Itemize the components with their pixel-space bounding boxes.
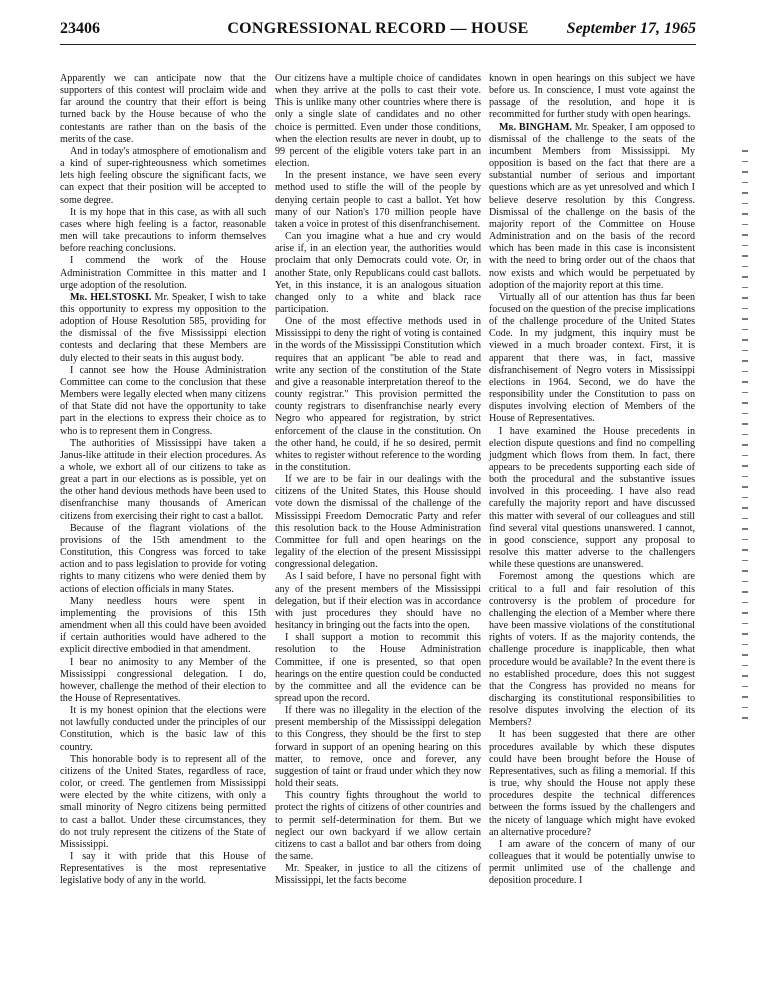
margin-tick [742,675,748,677]
paragraph [60,207,266,256]
paragraph-text: Our citizens have a multiple choice of candidates when they arrive at the polls to cast their vote. This is unlike many other countries where there is only a single slate of candidates and no other choice is permitted. Even under those conditions, when the election results are never in doubt, up to 99 percent of the eligible voters take part in an election. [275,73,481,170]
margin-tick [742,402,748,404]
margin-tick [742,560,748,562]
margin-tick [742,591,748,593]
margin-tick [742,371,748,373]
paragraph-text: Foremost among the questions which are critical to a full and fair resolution of this controversy is the problem of procedure for challenging the election of a Member where there have been massive violations of the constitutional rights of voters. If as the majority contends, the challenge procedure is inapplicable, then what procedure would be available? In the event there is no established procedure, does this not suggest that the Congress has provided no means for discharging its constitutional responsibilities to resolve disputes involving the election of its Members? [489,571,695,729]
margin-tick [742,602,748,604]
margin-tick [742,665,748,667]
margin-tick [742,476,748,478]
paragraph-text: Mr. Speaker, I wish to take this opportunity to express my opposition to the adoption of House Resolution 585, providing for the dismissal of the five Mississippi election contests and declaring that these Members are duly elected to their seats in this august body. [60,291,266,364]
margin-tick [742,654,748,656]
paragraph [275,632,481,705]
paragraph [275,231,481,316]
margin-tick [742,381,748,383]
paragraph [60,365,266,438]
margin-tick [742,434,748,436]
paragraph [275,474,481,571]
paragraph-text: If we are to be fair in our dealings with the citizens of the United States, this House should vote down the dismissal of the challenge of the Mississippi Freedom Democratic Party and refer this resolution back to the House Administration Committee for full and open hearings on the legality of the election of the present Mississippi congressional delegation. [275,474,481,571]
margin-tick [742,182,748,184]
paragraph [60,146,266,207]
margin-tick [742,518,748,520]
margin-tick [742,339,748,341]
paragraph-text: Many needless hours were spent in implementing the provisions of this 15th amendment when all this could have been avoided if certain authorities would have adhered to the explicit directive embodied in that amendment. [60,595,266,656]
paragraph [60,292,266,365]
margin-tick [742,486,748,488]
margin-tick [742,308,748,310]
paragraph [60,255,266,291]
margin-tick [742,213,748,215]
paragraph [489,122,695,292]
margin-tick [742,644,748,646]
text-column-2 [275,73,481,887]
paragraph-text: Virtually all of our attention has thus far been focused on the question of the precise implications of the challenge procedure of the United States Code. In my judgment, this inquiry must be viewed in a much broader context. First, it is apparent that there was, in fact, massive disfranchisement of Negro voters in Mississippi elections in 1964. Second, we do have the responsibility under the Constitution to pass on disputes involving election of Members of the House of Representatives. [489,291,695,425]
paragraph [60,73,266,146]
paragraph-text: I am aware of the concern of many of our colleagues that it would be potentially unwise to permit unlimited use of the challenge and deposition procedure. I [489,838,695,887]
paragraph-text: It is my hope that in this case, as with all such cases where high feeling is a factor, reasonable men will take precautions to inform themselves before reaching conclusions. [60,206,266,255]
margin-tick [742,717,748,719]
paragraph-text: It has been suggested that there are other procedures available by which these disputes could have been brought before the House of Representatives, such as filing a memorial. If this is true, why should the House not apply these procedures despite the technical differences between the forms issued by the challengers and the nicety of language which might have evoked an alternative procedure? [489,729,695,838]
margin-tick [742,287,748,289]
paragraph-text: I shall support a motion to recommit this resolution to the House Administration Committee, if one is presented, so that open hearings on the entire question could be conducted by the committee and all the evidence can be spread upon the record. [275,632,481,704]
margin-tick [742,318,748,320]
margin-tick [742,360,748,362]
margin-tick [742,707,748,709]
paragraph-text: It is my honest opinion that the elections were not lawfully conducted under the principles of our Constitution, which is the basic law of this country. [60,705,266,753]
paragraph [489,839,695,888]
margin-tick [742,539,748,541]
margin-tick [742,203,748,205]
paragraph [489,292,695,426]
margin-tick [742,507,748,509]
paragraph-text: This honorable body is to represent all of the citizens of the United States, regardless of race, color, or creed. The gentlemen from Mississippi were elected by the white citizens, with only a small minority of Negro citizens being permitted to cast a ballot. Under these circumstances, they do not truly represent the citizens of the State of Mississippi. [60,753,266,850]
paragraph [60,596,266,657]
paragraph [60,438,266,523]
text-column-3 [489,73,695,887]
margin-tick [742,633,748,635]
margin-tick [742,329,748,331]
page-header [60,20,696,45]
margin-tick [742,245,748,247]
paragraph-text: Mr. Speaker, I am opposed to dismissal of the challenge to the seats of the incumbent Members from Mississippi. My opposition is based on the fact that there are a substantial number of serious and important questions which are as yet unresolved and which I believe deserve resolution by this Congress. Dismissal of the challenge on the basis of the majority report of the Committee on House Administration and on the basis of the record which has been made in this case is inconsistent with the need to bring order out of the chaos that now exists and which would be perpetuated by adoption of the majority report at this time. [489,121,696,291]
paragraph [60,705,266,754]
paragraph [489,426,695,572]
paragraph [275,571,481,632]
paragraph-text: The authorities of Mississippi have taken a Janus-like attitude in their election procedures. As a whole, we exhort all of our citizens to take as great a part in our elections as is possible, yet on the other hand devious methods have been used to disenfranchise many thousands of American citizens from exercising their right to cast a ballot. [60,437,266,522]
margin-tick [742,612,748,614]
paragraph-text: As I said before, I have no personal fight with any of the present members of the Mississippi delegation, but if their election was in accordance with just procedures they should have no hesitancy in bringing out the facts into the open. [275,571,481,632]
paragraph-text: Apparently we can anticipate now that the supporters of this contest will proclaim wide and far around the country that their effort is being turned back by the House because of who the contestants are rather than on the basis of the merits of the case. [60,73,266,145]
paragraph [489,73,695,122]
margin-tick [742,581,748,583]
margin-tick [742,192,748,194]
margin-tick [742,161,748,163]
paragraph [60,754,266,851]
paragraph-text: I say it with pride that this House of Representatives is the most representative legislative body of any in the world. [60,851,266,887]
paragraph [489,729,695,838]
margin-tick [742,444,748,446]
margin-tick [742,455,748,457]
margin-tick [742,528,748,530]
margin-tick [742,171,748,173]
margin-tick [742,465,748,467]
paragraph [275,790,481,863]
paragraph-text: Mr. Speaker, in justice to all the citizens of Mississippi, let the facts become [275,863,481,887]
paragraph [275,863,481,887]
text-column-1 [60,73,266,887]
paragraph-text: And in today's atmosphere of emotionalism and a kind of super-righteousness which sometimes lets high feeling obscure the significant facts, we can expect that their position will be accepted to some degree. [60,145,266,206]
publication-title: CONGRESSIONAL RECORD — HOUSE [227,20,529,37]
speaker-name: Mr. BINGHAM. [499,121,572,133]
paragraph-text: known in open hearings on this subject we have before us. In conscience, I must vote against the passage of the resolution, and hope it is recommitted for further study with open hearings. [489,73,695,121]
paragraph-text: In the present instance, we have seen every method used to stifle the will of the people by denying certain people to cast a ballot. Yet how many of our Nation's 170 million people have taken a voice in protest of this disenfranchisement. [275,170,481,230]
paragraph [275,316,481,474]
margin-tick [742,696,748,698]
speaker-name: Mr. HELSTOSKI. [70,291,152,303]
paragraph-text: I cannot see how the House Administration Committee can come to the conclusion that these Members were legally elected when many citizens of that State did not have the opportunity to take part in the elections to express their choice as to who is to represent them in Congress. [60,364,266,437]
paragraph [60,523,266,596]
paragraph [275,705,481,790]
margin-tick [742,413,748,415]
paragraph [60,851,266,887]
paragraph-text: One of the most effective methods used in Mississippi to deny the right of voting is contained in the words of the Mississippi Constitution which requires that an applicant "be able to read and write any section of the constitution of the State and give a reasonable interpretation thereof to the county registrar." This provision permitted the county registrars to disenfranchise nearly every Negro who appeared for registration, by strict enforcement of the clause in the constitution. On the other hand, he could, if he so desired, permit whites to register without reference to the wording in the constitution. [275,316,481,473]
paragraph-text: I commend the work of the House Administration Committee in this matter and I urge adoption of the resolution. [60,255,266,291]
margin-tick [742,266,748,268]
paragraph-text: Can you imagine what a hue and cry would arise if, in an election year, the authorities would proclaim that only Democrats could vote. Or, in another State, only Republicans could cast ballots. Yet, in this instance, it is an analogous situation changed only to a white and black race participation. [275,231,481,315]
paragraph [275,73,481,170]
paragraph-text: I have examined the House precedents in election dispute questions and find no compelling judgment which flows from them. In fact, there appears to be precedents supporting each side of both the procedural and the substantive issues involved in this proceeding. I have also read carefully the majority report and have discussed this matter with several of our colleagues and still find several vital questions unanswered. I cannot, in good conscience, support any proposal to resolve this matter adverse to the challengers while these questions are unanswered. [489,425,695,571]
paragraph [489,571,695,729]
paragraph-text: I bear no animosity to any Member of the Mississippi congressional delegation. I do, however, challenge the method of their election to the House of Representatives. [60,656,266,704]
margin-tick [742,623,748,625]
margin-tick [742,150,748,152]
margin-tick [742,276,748,278]
margin-marks [738,150,752,750]
margin-tick [742,392,748,394]
margin-tick [742,350,748,352]
margin-tick [742,234,748,236]
margin-tick [742,497,748,499]
margin-tick [742,224,748,226]
margin-tick [742,255,748,257]
margin-tick [742,423,748,425]
publication-date: September 17, 1965 [566,20,696,37]
paragraph-text: Because of the flagrant violations of the provisions of the 15th amendment to the Constitution, this Congress was forced to take action and to pass legislation to provide for voting rights to many citizens who were denied them by actions of election officials in many States. [60,522,266,595]
page-number: 23406 [60,20,100,37]
margin-tick [742,549,748,551]
margin-tick [742,297,748,299]
paragraph-text: If there was no illegality in the election of the present membership of the Mississippi delegation to this Congress, they should be the first to step forward in support of an opening hearing on this matter, to remove, once and forever, any suggestion of taint or fraud under which they now hold their seats. [275,705,481,790]
margin-tick [742,570,748,572]
margin-tick [742,686,748,688]
paragraph [60,657,266,706]
paragraph [275,170,481,231]
paragraph-text: This country fights throughout the world to protect the rights of citizens of other countries and to permit self-determination for them. But we neglect our own backyard if we allow certain citizens to cast a ballot and bar others from doing the same. [275,790,481,862]
